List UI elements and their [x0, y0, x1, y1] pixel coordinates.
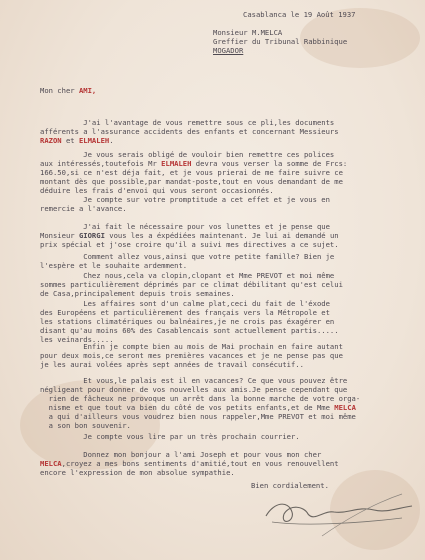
text-line: [40, 351, 343, 360]
letter-date: Casablanca le 19 Août 1937: [243, 10, 356, 19]
text-line: [40, 376, 347, 385]
text-line: [40, 168, 343, 177]
text-line: [40, 342, 343, 351]
text-line: [40, 177, 343, 186]
closing: Bien cordialement.: [251, 481, 329, 490]
text-segment: a qui d'ailleurs vous voudrez bien nous rappeler,Mme PREVOT et moi même: [40, 412, 356, 421]
text-segment: devra vous verser la somme de Frcs:: [191, 159, 348, 168]
bold-name: GIORGI: [78, 231, 105, 240]
highlighted-name: RAZON: [40, 136, 62, 145]
text-line: [40, 403, 356, 412]
text-line: [40, 385, 347, 394]
text-segment: ,croyez a mes bons sentiments d'amitié,tout en vous renouvellent: [61, 459, 339, 468]
text-line: [40, 127, 339, 136]
text-segment: J'ai fait le nécessaire pour vos lunettes et je pense que: [40, 222, 330, 231]
text-segment: rien de fâcheux ne provoque un arrêt dans la bonne marche de votre orga-: [40, 394, 361, 403]
salutation-prefix: Mon cher: [40, 86, 79, 95]
highlighted-name: MELCA: [334, 403, 356, 412]
text-line: [40, 271, 334, 280]
text-line: [40, 136, 114, 145]
text-segment: Chez nous,cela va clopin,clopant et Mme PREVOT et moi même: [40, 271, 335, 280]
text-line: [40, 394, 360, 403]
text-segment: .: [109, 136, 114, 145]
text-segment: et: [61, 136, 79, 145]
text-segment: montant dès que possible,par mandat-poste,tout en vous demandant de me: [40, 177, 343, 186]
text-segment: Enfin je compte bien au mois de Mai prochain en faire autant: [40, 342, 343, 351]
text-line: [40, 118, 334, 127]
text-segment: disant qu'au moins 60% des Casablencais sont actuellement partis.....: [40, 326, 339, 335]
text-line: [40, 412, 356, 421]
text-line: [40, 195, 330, 204]
text-segment: J'ai l'avantage de vous remettre sous ce pli,les documents: [40, 118, 335, 127]
text-line: [40, 252, 334, 261]
text-segment: déduire les frais d'envoi qui vous seront occasionnés.: [40, 186, 274, 195]
text-line: [40, 432, 300, 441]
text-line: [40, 186, 274, 195]
text-segment: négligeant pour donner de vos nouvelles aux amis.Je pense cependant que: [40, 385, 348, 394]
text-line: [40, 468, 235, 477]
text-segment: a son bon souvenir.: [40, 421, 131, 430]
text-segment: Monsieur: [40, 231, 79, 240]
text-line: [40, 222, 330, 231]
text-line: [40, 317, 334, 326]
text-segment: prix spécial et j'ose croire qu'il a suivi mes directives a ce sujet.: [40, 240, 339, 249]
recipient-title: Greffier du Tribunal Rabbinique: [213, 37, 348, 46]
highlighted-name: ELMALEH: [161, 159, 192, 168]
text-line: [40, 421, 131, 430]
text-segment: Je vous serais obligé de vouloir bien remettre ces polices: [40, 150, 335, 159]
text-segment: je les aurai volées après sept années de travail consécutif..: [40, 360, 304, 369]
text-line: [40, 289, 235, 298]
text-line: [40, 459, 339, 468]
text-segment: Les affaires sont d'un calme plat,ceci du fait de l'éxode: [40, 299, 330, 308]
text-line: [40, 280, 343, 289]
salutation-name: AMI,: [78, 86, 97, 95]
text-segment: de Casa,principalement depuis trois semaines.: [40, 289, 235, 298]
text-segment: sommes particulièrement déprimés par ce climat débilitant qu'est celui: [40, 280, 343, 289]
text-line: [40, 308, 330, 317]
text-line: [40, 240, 339, 249]
text-segment: les stations climatériques ou balnéaires,je ne crois pas éxagérer en: [40, 317, 335, 326]
highlighted-name: ELMALEH: [78, 136, 110, 145]
salutation: [40, 86, 96, 95]
text-segment: Donnez mon bonjour a l'ami Joseph et pour vous mon cher: [40, 450, 322, 459]
text-line: [40, 326, 339, 335]
text-segment: Comment allez vous,ainsi que votre petite famille? Bien je: [40, 252, 335, 261]
text-segment: remercie a l'avance.: [40, 204, 127, 213]
text-segment: Je compte sur votre promptitude a cet effet et je vous en: [40, 195, 330, 204]
text-segment: aux intéressés,toutefois Mr: [40, 159, 162, 168]
text-line: [40, 231, 339, 240]
text-segment: des Européens et particulièrement des français vers la Métropole et: [40, 308, 330, 317]
handwritten-signature: [262, 492, 422, 540]
text-line: [40, 360, 304, 369]
text-line: [40, 299, 330, 308]
text-segment: 166.50,si ce n'est déja fait, et je vous prierai de me faire suivre ce: [40, 168, 343, 177]
recipient-name: Monsieur M.MELCA: [213, 28, 283, 37]
text-segment: nisme et que tout va bien du côté de vos petits enfants,et de Mme: [40, 403, 335, 412]
text-line: [40, 450, 321, 459]
text-segment: l'espère et le souhaite ardemment.: [40, 261, 188, 270]
text-line: [40, 150, 334, 159]
highlighted-name: MELCA: [40, 459, 62, 468]
text-segment: encore l'expression de mon absolue sympathie.: [40, 468, 235, 477]
text-segment: afférents a l'assurance accidents des enfants et concernant Messieurs: [40, 127, 339, 136]
text-line: [40, 204, 127, 213]
text-segment: les veinards.....: [40, 335, 114, 344]
text-segment: Je compte vous lire par un très prochain courrier.: [40, 432, 300, 441]
text-segment: Et vous,le palais est il en vacances? Ce que vous pouvez être: [40, 376, 348, 385]
text-segment: pour deux mois,ce seront mes premières vacances et je ne pense pas que: [40, 351, 343, 360]
recipient-city: MOGADOR: [213, 46, 244, 55]
text-line: [40, 159, 347, 168]
text-line: [40, 261, 187, 270]
text-segment: vous les a éxpédiées maintenant. Je lui ai demandé un: [104, 231, 339, 240]
